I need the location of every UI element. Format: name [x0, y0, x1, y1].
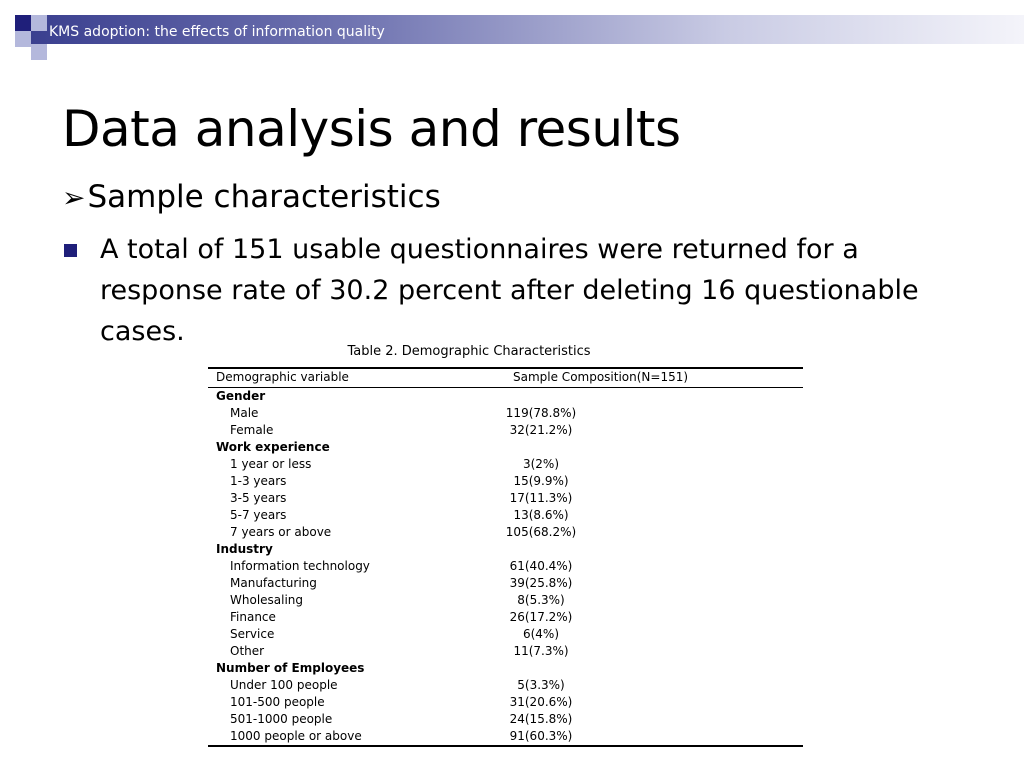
row-value: 32(21.2%): [509, 423, 573, 437]
row-label: Manufacturing: [230, 576, 317, 590]
slide-title: Data analysis and results: [62, 100, 681, 158]
table-header-row: [208, 369, 803, 388]
row-label: 1-3 years: [230, 474, 287, 488]
row-label: 1 year or less: [230, 457, 312, 471]
table-row: [208, 422, 803, 439]
row-value: 6(4%): [522, 627, 560, 641]
row-label: Male: [230, 406, 259, 420]
row-label: 3-5 years: [230, 491, 287, 505]
row-label: Other: [230, 644, 265, 658]
row-label: Under 100 people: [230, 678, 338, 692]
table-row: [208, 626, 803, 643]
arrow-bullet-icon: ➢: [62, 181, 86, 214]
table-row: [208, 643, 803, 660]
table-row: [208, 592, 803, 609]
row-label: 7 years or above: [230, 525, 332, 539]
table-row: [208, 575, 803, 592]
decor-square-light: [31, 44, 47, 60]
row-label: Finance: [230, 610, 276, 624]
table-row: [208, 524, 803, 541]
table-row: [208, 677, 803, 694]
row-label: Female: [230, 423, 274, 437]
row-label: 1000 people or above: [230, 729, 362, 743]
row-value: 11(7.3%): [513, 644, 569, 658]
row-value: 17(11.3%): [509, 491, 573, 505]
table-row: [208, 558, 803, 575]
row-label: 5-7 years: [230, 508, 287, 522]
decor-square-light: [31, 15, 47, 31]
decor-square-light: [15, 31, 31, 47]
table-row: [208, 405, 803, 422]
row-value: 39(25.8%): [509, 576, 573, 590]
column-header-variable: Demographic variable: [216, 370, 349, 384]
column-header-composition: Sample Composition(N=151): [513, 370, 689, 384]
row-value: 61(40.4%): [509, 559, 573, 573]
row-value: 5(3.3%): [517, 678, 565, 692]
table-row: [208, 609, 803, 626]
subtitle-text: Sample characteristics: [87, 179, 441, 215]
table-group-row: [208, 439, 803, 456]
header-title: KMS adoption: the effects of information quality: [49, 24, 385, 40]
group-label: Gender: [216, 389, 266, 403]
decor-square-dark: [15, 15, 31, 31]
demographics-table: [208, 367, 803, 747]
row-label: 501-1000 people: [230, 712, 333, 726]
square-bullet-icon: [64, 244, 77, 257]
table-row: [208, 456, 803, 473]
row-label: 101-500 people: [230, 695, 325, 709]
row-label: Wholesaling: [230, 593, 304, 607]
row-label: Service: [230, 627, 275, 641]
table-group-row: [208, 541, 803, 558]
row-value: 119(78.8%): [505, 406, 577, 420]
table-row: [208, 694, 803, 711]
group-label: Number of Employees: [216, 661, 365, 675]
row-value: 31(20.6%): [509, 695, 573, 709]
table-group-row: [208, 660, 803, 677]
row-value: 91(60.3%): [509, 729, 573, 743]
row-label: Information technology: [230, 559, 370, 573]
slide-subtitle: [62, 177, 441, 218]
table-row: [208, 728, 803, 745]
table-group-row: [208, 388, 803, 405]
row-value: 13(8.6%): [513, 508, 569, 522]
table-row: [208, 490, 803, 507]
row-value: 105(68.2%): [505, 525, 577, 539]
table-body: [208, 388, 803, 745]
table-caption: Table 2. Demographic Characteristics: [347, 344, 591, 359]
row-value: 8(5.3%): [517, 593, 565, 607]
row-value: 26(17.2%): [509, 610, 573, 624]
row-value: 15(9.9%): [513, 474, 569, 488]
group-label: Industry: [216, 542, 273, 556]
group-label: Work experience: [216, 440, 330, 454]
row-value: 3(2%): [522, 457, 560, 471]
row-value: 24(15.8%): [509, 712, 573, 726]
table-row: [208, 473, 803, 490]
table-row: [208, 711, 803, 728]
table-row: [208, 507, 803, 524]
bullet-text: A total of 151 usable questionnaires were returned for a response rate of 30.2 percent after deleting 16 questionable cases.: [100, 234, 919, 347]
